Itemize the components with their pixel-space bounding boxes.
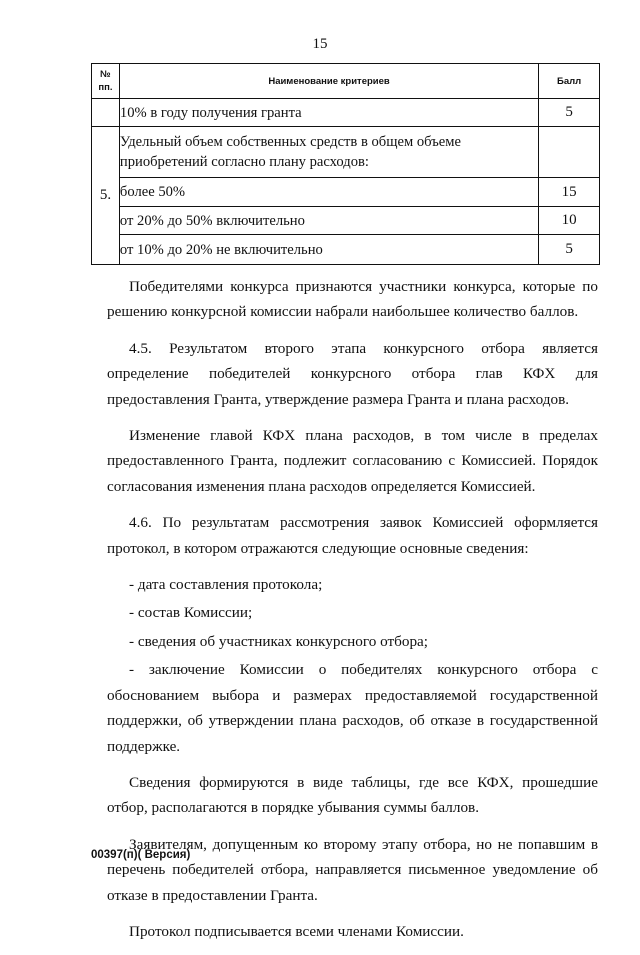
row-score — [539, 127, 600, 178]
header-num: № пп. — [92, 64, 120, 99]
paragraph-plan-change: Изменение главой КФХ плана расходов, в том числе в пределах предоставленного Гранта, подлежит согласованию с Комиссией. Порядок согласования изменения плана расходов определяется Комиссией. — [107, 427, 598, 495]
row-num — [92, 99, 120, 127]
row-num: 5. — [92, 127, 120, 265]
row-criterion: от 10% до 20% не включительно — [119, 235, 538, 265]
page-number: 15 — [312, 36, 328, 52]
criteria-table — [91, 63, 600, 265]
table-row — [92, 207, 600, 235]
row-criterion: 10% в году получения гранта — [119, 99, 538, 127]
paragraph-rejection-notice: Заявителям, допущенным ко второму этапу отбора, но не попавшим в перечень победителей отбора, направляется письменное уведомление об отказе в предоставлении Гранта. — [107, 835, 598, 904]
table-row — [92, 178, 600, 207]
row-criterion: Удельный объем собственных средств в общем объеме приобретений согласно плану расходов: — [119, 127, 538, 178]
paragraph-4-5: 4.5. Результатом второго этапа конкурсного отбора является определение победителей конкурсного отбора глав КФХ для предоставления Гранта, утверждение размера Гранта и плана расходов. — [107, 339, 598, 408]
paragraph-4-6: 4.6. По результатам рассмотрения заявок Комиссией оформляется протокол, в котором отражаются следующие основные сведения: — [107, 514, 598, 557]
row-criterion: более 50% — [119, 178, 538, 207]
row-criterion: от 20% до 50% включительно — [119, 207, 538, 235]
row-score: 5 — [539, 235, 600, 265]
list-item: - дата составления протокола; — [129, 576, 323, 594]
header-score: Балл — [539, 64, 600, 99]
row-score: 5 — [539, 99, 600, 127]
paragraph-winners: Победителями конкурса признаются участники конкурса, которые по решению конкурсной комиссии набрали наибольшее количество баллов. — [107, 278, 598, 321]
list-item: - сведения об участниках конкурсного отбора; — [129, 632, 429, 650]
table-row — [92, 235, 600, 265]
table-row — [92, 127, 600, 178]
list-item: - состав Комиссии; — [129, 604, 253, 622]
paragraph-signature: Протокол подписывается всеми членами Комиссии. — [129, 922, 464, 940]
document-footer: 00397(п)( Версия) — [91, 849, 191, 861]
table-header-row — [92, 64, 600, 99]
row-score: 15 — [539, 178, 600, 207]
table-row — [92, 99, 600, 127]
row-score: 10 — [539, 207, 600, 235]
list-item: - заключение Комиссии о победителях конкурсного отбора с обоснованием выбора и размерах предоставляемой государственной поддержки, об утверждении плана расходов, об отказе в государственной поддержке. — [107, 661, 598, 755]
header-name: Наименование критериев — [119, 64, 538, 99]
paragraph-table-info: Сведения формируются в виде таблицы, где все КФХ, прошедшие отбор, располагаются в порядке убывания суммы баллов. — [107, 773, 598, 817]
